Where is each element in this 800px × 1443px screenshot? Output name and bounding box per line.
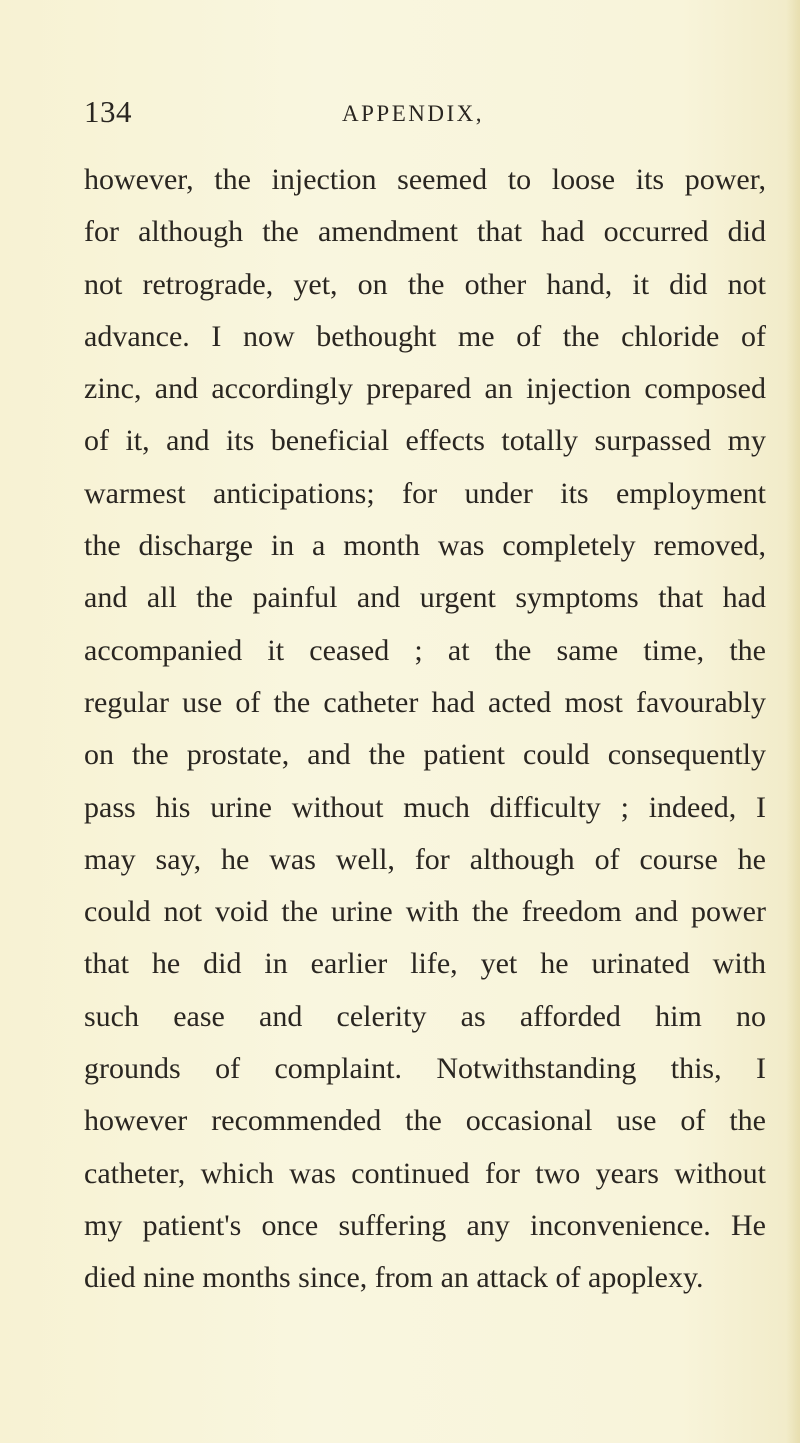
text-line: and all the painful and urgent symptoms that had xyxy=(84,581,766,615)
text-line: pass his urine without much difficulty ; indeed, I xyxy=(84,790,766,824)
text-line: not retrograde, yet, on the other hand, it did not xyxy=(84,267,766,301)
text-line: however recommended the occasional use of the xyxy=(84,1104,766,1138)
text-line: of it, and its beneficial effects totally surpassed my xyxy=(84,424,766,458)
running-head: APPENDIX, xyxy=(342,101,484,126)
text-line: zinc, and accordingly prepared an injection composed xyxy=(84,372,766,406)
text-line: for although the amendment that had occurred did xyxy=(84,215,766,249)
text-line: regular use of the catheter had acted most favourably xyxy=(84,685,766,719)
text-line: grounds of complaint. Notwithstanding this, I xyxy=(84,1052,766,1086)
text-line: that he did in earlier life, yet he urinated with xyxy=(84,947,766,981)
text-line: the discharge in a month was completely removed, xyxy=(84,529,766,563)
page-edge-shading xyxy=(786,0,800,1443)
text-line: may say, he was well, for although of course he xyxy=(84,842,766,876)
text-line: however, the injection seemed to loose its power, xyxy=(84,163,766,196)
text-line: could not void the urine with the freedom and power xyxy=(84,895,766,929)
page-number: 134 xyxy=(84,94,132,129)
text-line: warmest anticipations; for under its employment xyxy=(84,476,766,510)
text-line: on the prostate, and the patient could consequently xyxy=(84,738,766,772)
text-line: accompanied it ceased ; at the same time, the xyxy=(84,633,766,667)
text-line: died nine months since, from an attack of apoplexy. xyxy=(84,1261,704,1295)
text-line: catheter, which was continued for two years without xyxy=(84,1156,766,1190)
body-text xyxy=(84,154,766,1305)
text-line: my patient's once suffering any inconvenience. He xyxy=(84,1208,766,1242)
text-line: such ease and celerity as afforded him no xyxy=(84,999,766,1033)
text-line: advance. I now bethought me of the chloride of xyxy=(84,319,766,353)
